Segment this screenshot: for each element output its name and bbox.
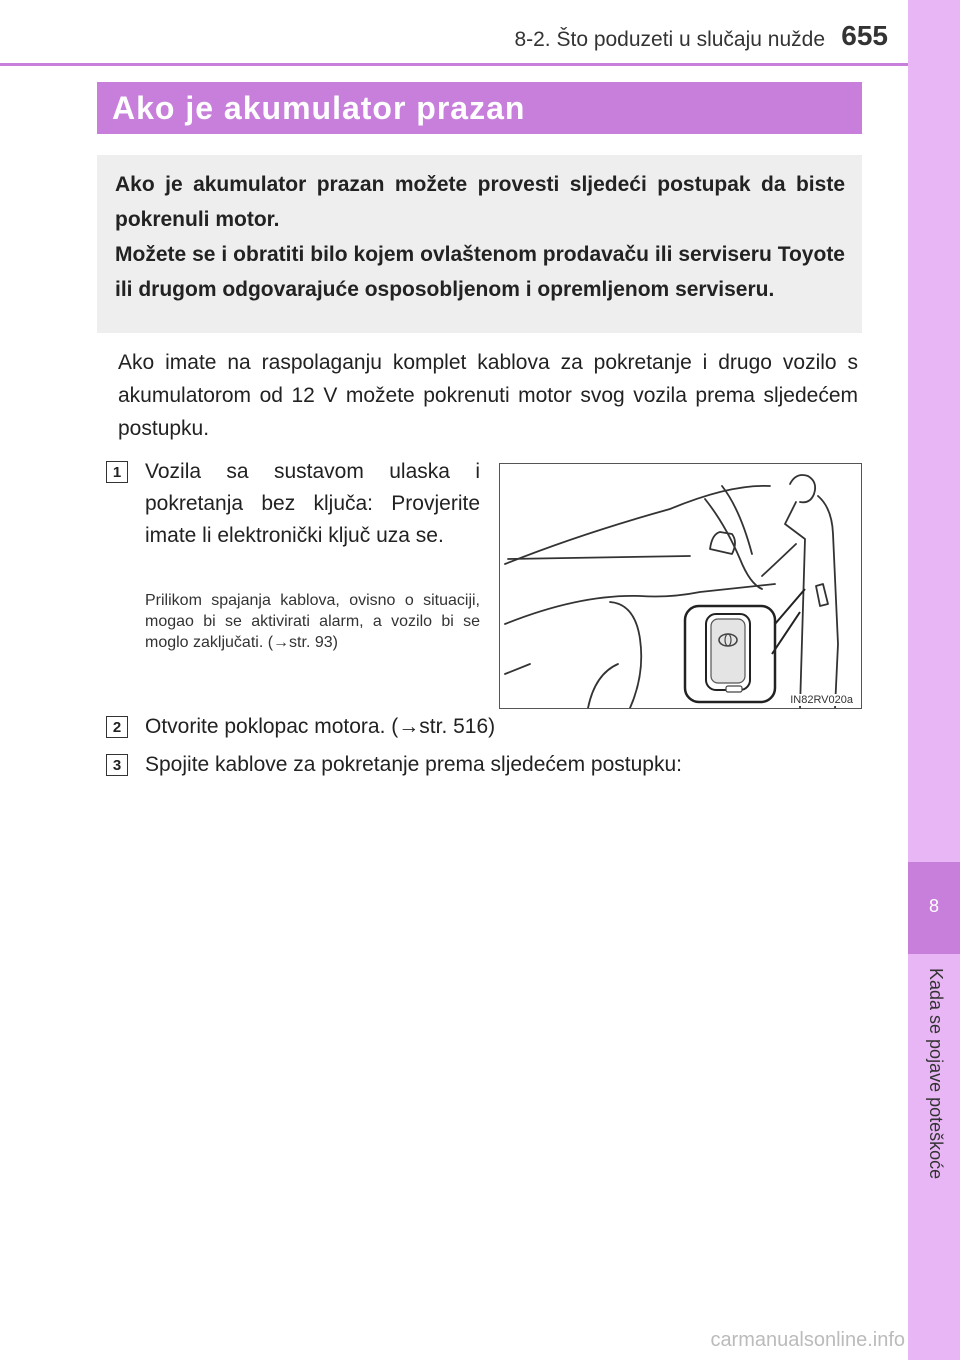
section-heading: 8-2. Što poduzeti u slučaju nužde xyxy=(514,28,825,51)
header-rule xyxy=(0,63,908,66)
key-illustration xyxy=(499,463,862,709)
body-paragraph: Ako imate na raspolaganju komplet kablova za pokretanje i drugo vozilo s akumulatorom od 12 V možete pokrenuti motor svog vozila prema sljedećem postupku. xyxy=(118,351,858,440)
intro-line-2: Možete se i obratiti bilo kojem ovlaštenom prodavaču ili serviseru Toyote ili drugom odgovarajuće osposobljenom i opremljenom serviseru. xyxy=(115,243,845,301)
intro-text xyxy=(115,167,845,307)
chapter-title: Kada se pojave poteškoće xyxy=(926,968,946,1180)
chapter-number: 8 xyxy=(928,896,939,916)
step-1-number: 1 xyxy=(106,461,128,483)
step-3-text: Spojite kablove za pokretanje prema sljedećem postupku: xyxy=(145,753,682,776)
illustration-id: IN82RV020a xyxy=(790,694,853,706)
intro-line-1: Ako je akumulator prazan možete provesti sljedeći postupak da biste pokrenuli motor. xyxy=(115,173,845,231)
side-tab xyxy=(908,0,960,1360)
car-and-person-drawing xyxy=(500,464,861,708)
chapter-tab[interactable] xyxy=(908,862,960,954)
step-1-note: Prilikom spajanja kablova, ovisno o situaciji, mogao bi se aktivirati alarm, a vozilo bi se moglo zaključati. (→str. 93) xyxy=(145,592,480,651)
step-1-text: Vozila sa sustavom ulaska i pokretanja bez ključa: Provjerite imate li elektronički ključ uza se. xyxy=(145,460,480,547)
page-title: Ako je akumulator prazan xyxy=(112,90,526,126)
intro-box xyxy=(97,155,862,333)
step-2-number: 2 xyxy=(106,716,128,738)
page-number: 655 xyxy=(841,20,888,51)
watermark: carmanualsonline.info xyxy=(710,1329,905,1351)
step-2-text[interactable]: Otvorite poklopac motora. (→str. 516) xyxy=(145,715,496,738)
step-3-number: 3 xyxy=(106,754,128,776)
title-bar xyxy=(97,82,862,134)
